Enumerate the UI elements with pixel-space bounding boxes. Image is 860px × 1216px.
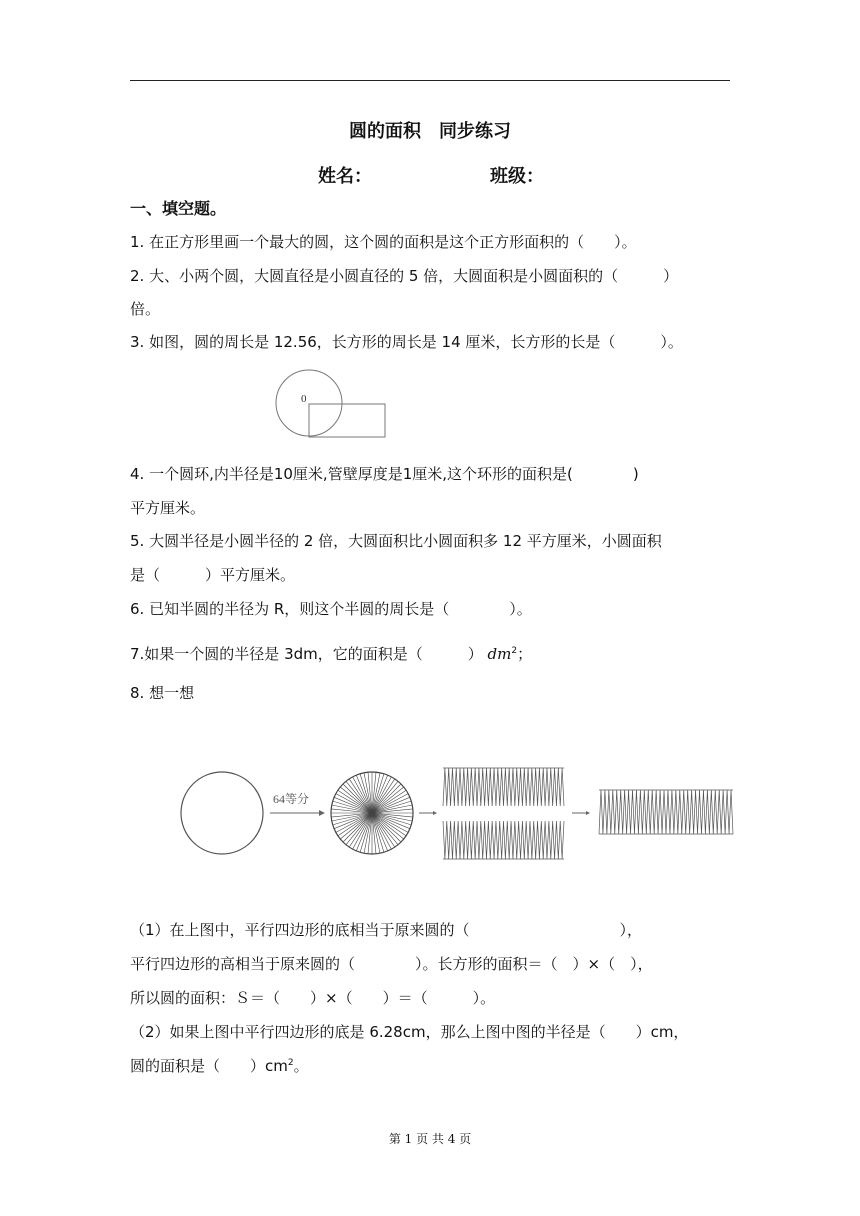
question-8: 8. 想一想 <box>130 684 195 702</box>
section-heading: 一、填空题。 <box>130 199 227 218</box>
question-8-figure <box>175 755 745 870</box>
part-2-line-2 <box>130 1055 309 1076</box>
arrowhead-3 <box>586 811 590 815</box>
question-5-line-1: 5. 大圆半径是小圆半径的 2 倍，大圆面积比小圆面积多 12 平方厘米，小圆面积 <box>130 532 662 550</box>
figure-center-label: 0 <box>301 393 307 405</box>
divided-circle <box>331 772 413 854</box>
divide-arrow-label: 64等分 <box>273 792 310 806</box>
header-rule <box>130 80 730 81</box>
question-4-line-2: 平方厘米。 <box>130 499 206 517</box>
original-circle <box>181 772 263 854</box>
question-7-text: 7.如果一个圆的半径是 3dm，它的面积是（ ） <box>130 645 483 663</box>
arrowhead-2 <box>433 811 437 815</box>
question-1: 1. 在正方形里画一个最大的圆，这个圆的面积是这个正方形面积的（ ）。 <box>130 233 637 251</box>
question-2-line-2: 倍。 <box>130 300 161 318</box>
question-7-superscript: 2 <box>511 646 518 656</box>
part-2-end: 。 <box>293 1057 309 1075</box>
figure-rectangle <box>309 404 385 437</box>
part-2-superscript: 2 <box>287 1058 294 1068</box>
class-label: 班级： <box>490 166 544 187</box>
approximate-rectangle <box>599 790 733 834</box>
question-5-line-2: 是（ ）平方厘米。 <box>130 566 296 584</box>
question-7-end: ； <box>517 645 533 663</box>
part-2-line-1: （2）如果上图中平行四边形的底是 6.28cm，那么上图中图的半径是（ ）cm， <box>130 1023 689 1041</box>
part-1-line-3: 所以圆的面积：Ｓ＝（ ）×（ ）＝（ ）。 <box>130 989 496 1007</box>
part-2-text: 圆的面积是（ ）cm <box>130 1057 288 1075</box>
question-3-figure <box>270 365 395 445</box>
question-7 <box>130 643 532 664</box>
divide-arrowhead <box>319 810 325 816</box>
question-4-line-1: 4. 一个圆环,内半径是10厘米,管壁厚度是1厘米,这个环形的面积是( ) <box>130 465 639 483</box>
name-label: 姓名： <box>318 166 372 187</box>
question-7-unit: dm <box>487 645 512 663</box>
sectors-top-row <box>443 768 564 806</box>
page-footer: 第 1 页 共 4 页 <box>388 1132 472 1146</box>
part-1-line-2: 平行四边形的高相当于原来圆的（ ）。长方形的面积＝（ ）×（ ）， <box>130 955 653 973</box>
question-6: 6. 已知半圆的半径为 R，则这个半圆的周长是（ ）。 <box>130 600 532 618</box>
question-2-line-1: 2. 大、小两个圆，大圆直径是小圆直径的 5 倍，大圆面积是小圆面积的（ ） <box>130 267 679 285</box>
page-title: 圆的面积 同步练习 <box>349 121 511 142</box>
part-1-line-1: （1）在上图中，平行四边形的底相当于原来圆的（ ）， <box>130 921 643 939</box>
sectors-bottom-row <box>443 821 564 859</box>
question-3: 3. 如图，圆的周长是 12.56，长方形的周长是 14 厘米，长方形的长是（ ）。 <box>130 333 683 351</box>
